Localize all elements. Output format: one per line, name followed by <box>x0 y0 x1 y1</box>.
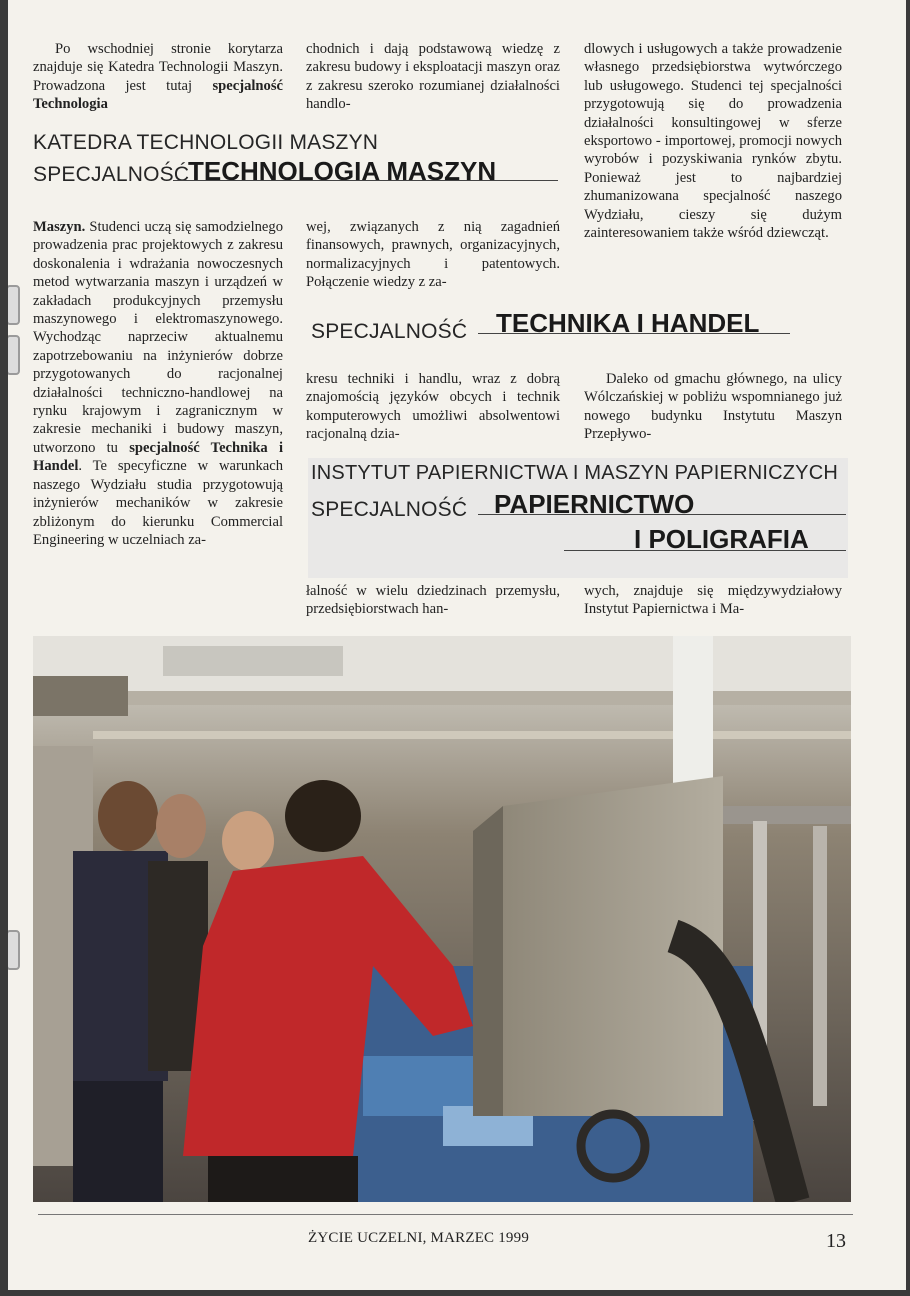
heading-rule <box>173 180 558 181</box>
col2-low-text: kresu techniki i handlu, wraz z dobrą znajomością języków obcych i technik komputerowych umożliwi absolwentowi racjonalną dzia- <box>306 371 560 443</box>
photo-illustration <box>33 636 851 1202</box>
col1-bold-1: Maszyn. <box>33 219 86 235</box>
spec-label-3: SPECJALNOŚĆ <box>311 498 468 521</box>
spec-title-poligrafia: I POLIGRAFIA <box>634 524 809 554</box>
intro-bold: specjalność Technologia <box>33 77 283 113</box>
col2-bottom-text: łalność w wielu dziedzinach przemysłu, przedsiębiorstwach han- <box>306 583 560 618</box>
col2-low-paragraph <box>306 370 560 444</box>
col3-low-text: Daleko od gmachu głównego, na ulicy Wólczańskiej w pobliżu wspomnianego już nowego budynku Instytutu Maszyn Przepływo- <box>584 371 842 443</box>
binder-ring <box>8 285 20 325</box>
col2-top-text: chodnich i dają podstawową wiedzę z zakresu budowy i eksploatacji maszyn oraz z zakresu szeroko rozumianej działalności handlo- <box>306 41 560 113</box>
intro-text: Po wschodniej stronie korytarza znajduje się Katedra Technologii Maszyn. Prowadzona jest tutaj <box>33 41 283 94</box>
col1-text-1: Studenci uczą się samodzielnego prowadzenia prac projektowych z zakresu doskonalenia i wdrażania nowoczesnych metod wytwarzania maszyn i urządzeń w zakładach produkcyjnych przemysłu maszynowego i elektromaszynowego. Wychodząc naprzeciw aktualnemu zapotrzebowaniu na inżynierów dobrze przygotowanych do racjonalnej działalności techniczno-handlowej na rynku krajowym i zagranicznym w zakresie mechaniki i budowy maszyn, utworzono tu <box>33 219 283 456</box>
heading-rule <box>478 514 846 515</box>
katedra-heading: KATEDRA TECHNOLOGII MASZYN <box>33 131 379 154</box>
col1-bold-2: specjalność Technika i Handel <box>33 439 283 475</box>
laboratory-photo <box>33 636 851 1202</box>
binder-ring <box>8 930 20 970</box>
spec-label-1: SPECJALNOŚĆ <box>33 163 190 186</box>
heading-rule <box>478 333 790 334</box>
col2-mid-paragraph <box>306 218 560 292</box>
col3-bottom-text: wych, znajduje się międzywydziałowy Instytut Papiernictwa i Ma- <box>584 583 842 618</box>
spec-title-papiernictwo: PAPIERNICTWO <box>494 489 695 519</box>
col2-mid-text: wej, związanych z nią zagadnień finansowych, prawnych, organizacyjnych, normalizacyjnych i patentowych. Połączenie wiedzy z za- <box>306 219 560 291</box>
col1-text-2: . Te specyficzne w warunkach naszego Wydziału studia przygotowują inżynierów mechaników w zakresie zbliżonym do kierunku Commercial Engineering w uczelniach za- <box>33 458 283 548</box>
col3-bottom-paragraph <box>584 582 842 619</box>
col1-main-paragraph <box>33 218 283 549</box>
col2-top-paragraph <box>306 40 560 114</box>
col2-bottom-paragraph <box>306 582 560 619</box>
magazine-page <box>8 0 906 1290</box>
intro-paragraph <box>33 40 283 114</box>
spec-title-technika-handel: TECHNIKA I HANDEL <box>496 308 760 338</box>
col3-low-paragraph <box>584 370 842 444</box>
heading-rule <box>564 550 846 551</box>
col3-top-paragraph <box>584 40 842 242</box>
binder-ring <box>8 335 20 375</box>
publication-footer: ŻYCIE UCZELNI, MARZEC 1999 <box>308 1230 530 1246</box>
spec-title-technologia: TECHNOLOGIA MASZYN <box>188 156 497 186</box>
footer-rule <box>38 1214 853 1215</box>
instytut-heading: INSTYTUT PAPIERNICTWA I MASZYN PAPIERNICZYCH <box>311 462 839 484</box>
page-number: 13 <box>826 1230 846 1252</box>
col3-top-text: dlowych i usługowych a także prowadzenie własnego przedsiębiorstwa wytwórczego lub usługowego. Studenci tej specjalności przygotowują się do prowadzenia działalności konsultingowej w sferze eksportowo - importowej, promocji nowych wyrobów i pozyskiwania rynków zbytu. Ponieważ jest to najbardziej zhumanizowana specjalność naszego Wydziału, cieszy się dużym zainteresowaniem także wśród dziewcząt. <box>584 41 842 242</box>
spec-label-2: SPECJALNOŚĆ <box>311 320 468 343</box>
